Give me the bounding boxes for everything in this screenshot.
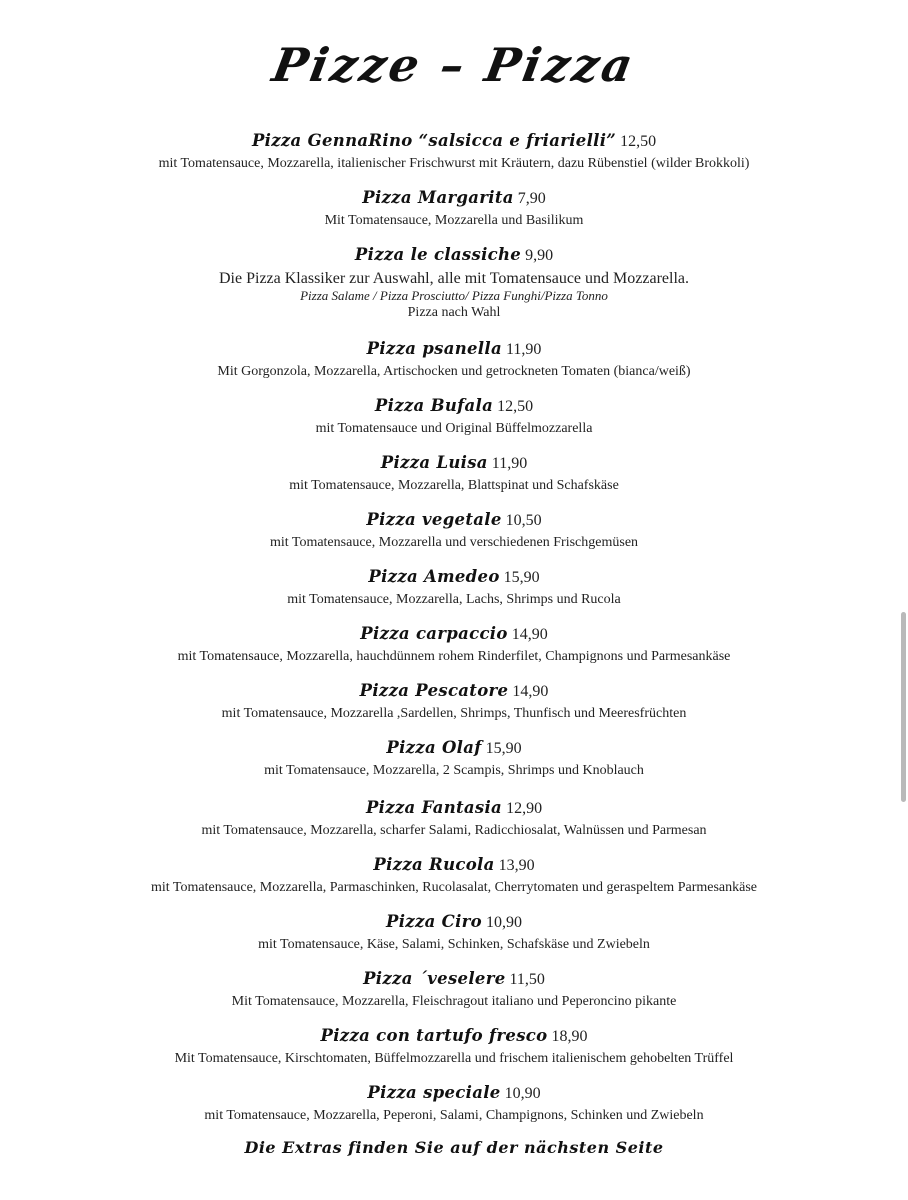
item-name: Pizza Amedeo — [368, 567, 500, 586]
item-name: Pizza GennaRino “salsicca e friarielli” — [251, 131, 617, 150]
menu-item — [0, 336, 908, 393]
item-description: mit Tomatensauce, Mozzarella, italienischer Frischwurst mit Kräutern, dazu Rübenstiel (wilder Brokkoli) — [158, 156, 750, 171]
item-description: mit Tomatensauce, Mozzarella, hauchdünnem rohem Rinderfilet, Champignons und Parmesankäse — [177, 649, 731, 664]
item-note: Pizza nach Wahl — [407, 305, 501, 320]
item-name: Pizza psanella — [366, 339, 502, 358]
item-price: 12,90 — [506, 800, 543, 817]
item-description: mit Tomatensauce, Mozzarella, Peperoni, Salami, Champignons, Schinken und Zwiebeln — [204, 1108, 704, 1123]
menu-item — [0, 795, 908, 852]
item-price: 15,90 — [503, 569, 540, 586]
item-description: mit Tomatensauce und Original Büffelmozzarella — [315, 421, 593, 436]
page-title: Pizze – Pizza — [268, 38, 640, 92]
menu-item — [0, 852, 908, 909]
item-price: 12,50 — [620, 133, 657, 150]
item-description: Mit Tomatensauce, Kirschtomaten, Büffelmozzarella und frischem italienischem gehobelten Trüffel — [174, 1051, 734, 1066]
menu-item — [0, 1080, 908, 1137]
item-price: 15,90 — [485, 740, 522, 757]
item-variants: Pizza Salame / Pizza Prosciutto/ Pizza Funghi/Pizza Tonno — [300, 288, 608, 303]
item-name: Pizza ´veselere — [363, 969, 506, 988]
item-price: 11,90 — [505, 341, 542, 358]
item-description: mit Tomatensauce, Mozzarella und verschiedenen Frischgemüsen — [269, 535, 639, 550]
item-intro: Die Pizza Klassiker zur Auswahl, alle mit Tomatensauce und Mozzarella. — [219, 270, 689, 287]
item-name: Pizza Olaf — [386, 738, 482, 757]
menu-item — [0, 393, 908, 450]
menu-item — [0, 242, 908, 336]
menu-item — [0, 966, 908, 1023]
item-description: Mit Tomatensauce, Mozzarella, Fleischragout italiano und Peperoncino pikante — [231, 994, 677, 1009]
item-name: Pizza Bufala — [374, 396, 494, 415]
item-name: Pizza Luisa — [380, 453, 488, 472]
item-description: mit Tomatensauce, Mozzarella ,Sardellen, Shrimps, Thunfisch und Meeresfrüchten — [221, 706, 687, 721]
item-price: 18,90 — [551, 1028, 588, 1045]
item-price: 14,90 — [511, 626, 548, 643]
item-price: 14,90 — [512, 683, 549, 700]
menu-item — [0, 909, 908, 966]
menu-item — [0, 564, 908, 621]
item-description: mit Tomatensauce, Käse, Salami, Schinken, Schafskäse und Zwiebeln — [258, 937, 650, 952]
menu-item — [0, 507, 908, 564]
item-price: 7,90 — [517, 190, 546, 207]
pizza-list — [0, 128, 908, 1137]
item-price: 13,90 — [498, 857, 535, 874]
menu-item — [0, 735, 908, 795]
menu-item — [0, 185, 908, 242]
item-description: mit Tomatensauce, Mozzarella, Lachs, Shrimps und Rucola — [287, 592, 621, 607]
extras-note: Die Extras finden Sie auf der nächsten Seite — [244, 1138, 664, 1157]
item-name: Pizza Pescatore — [359, 681, 509, 700]
item-name: Pizza carpaccio — [360, 624, 508, 643]
item-name: Pizza Rucola — [373, 855, 495, 874]
item-description: mit Tomatensauce, Mozzarella, Parmaschinken, Rucolasalat, Cherrytomaten und geraspeltem Parmesankäse — [151, 880, 757, 895]
item-price: 12,50 — [497, 398, 534, 415]
item-price: 10,90 — [504, 1085, 541, 1102]
item-description: Mit Tomatensauce, Mozzarella und Basilikum — [324, 213, 584, 228]
item-name: Pizza Fantasia — [365, 798, 503, 817]
item-name: Pizza le classiche — [354, 245, 522, 264]
menu-item — [0, 1023, 908, 1080]
item-price: 11,50 — [509, 971, 545, 988]
menu-item — [0, 678, 908, 735]
item-description: mit Tomatensauce, Mozzarella, scharfer Salami, Radicchiosalat, Walnüssen und Parmesan — [201, 823, 707, 838]
item-name: Pizza con tartufo fresco — [320, 1026, 548, 1045]
item-description: mit Tomatensauce, Mozzarella, Blattspinat und Schafskäse — [289, 478, 619, 493]
item-description: mit Tomatensauce, Mozzarella, 2 Scampis, Shrimps und Knoblauch — [264, 763, 644, 778]
item-price: 10,90 — [485, 914, 522, 931]
item-name: Pizza speciale — [367, 1083, 501, 1102]
item-name: Pizza Ciro — [386, 912, 482, 931]
item-name: Pizza vegetale — [366, 510, 502, 529]
menu-item — [0, 450, 908, 507]
menu-item — [0, 128, 908, 185]
item-name: Pizza Margarita — [362, 188, 514, 207]
item-price: 10,50 — [505, 512, 542, 529]
scrollbar-thumb[interactable] — [901, 612, 906, 802]
item-price: 11,90 — [491, 455, 528, 472]
item-price: 9,90 — [525, 247, 554, 264]
item-description: Mit Gorgonzola, Mozzarella, Artischocken und getrockneten Tomaten (bianca/weiß) — [217, 364, 691, 379]
menu-item — [0, 621, 908, 678]
